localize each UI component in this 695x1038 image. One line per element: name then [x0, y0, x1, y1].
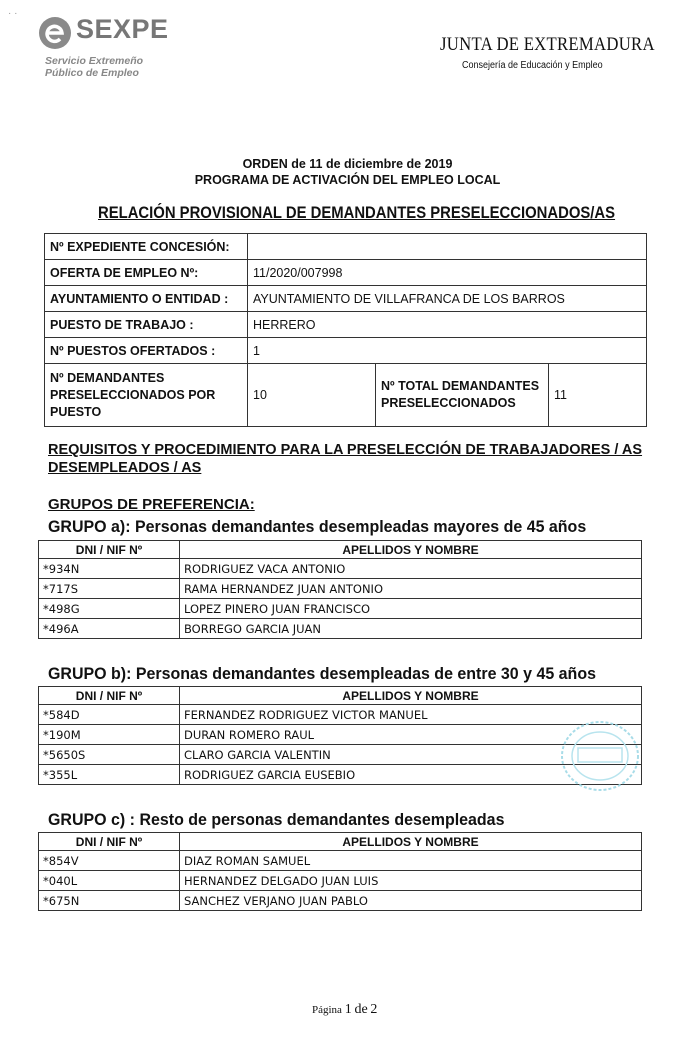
info-table: [44, 233, 647, 427]
name-cell: FERNANDEZ RODRIGUEZ VICTOR MANUEL: [180, 705, 642, 725]
dni-cell: *717S: [39, 579, 180, 599]
table-row: [39, 619, 642, 639]
current-page: 1: [344, 1002, 352, 1017]
preseleccionados-label: Nº DEMANDANTES PRESELECCIONADOS POR PUESTO: [45, 364, 248, 427]
group-b-title: GRUPO b): Personas demandantes desempleadas de entre 30 y 45 años: [48, 664, 596, 683]
dni-cell: *496A: [39, 619, 180, 639]
table-row: [39, 579, 642, 599]
consejeria: Consejería de Educación y Empleo: [462, 60, 603, 71]
sexpe-logo-icon: [38, 16, 72, 50]
programa-title: PROGRAMA DE ACTIVACIÓN DEL EMPLEO LOCAL: [194, 173, 501, 187]
logo-sub-line1: Servicio Extremeño: [45, 55, 144, 67]
group-c-title: GRUPO c) : Resto de personas demandantes desempleadas: [48, 810, 505, 829]
col-dni-header: DNI / NIF Nº: [39, 541, 180, 559]
ayuntamiento-label: AYUNTAMIENTO O ENTIDAD :: [45, 286, 248, 312]
grupos-heading: GRUPOS DE PREFERENCIA:: [48, 496, 255, 513]
group-a-title: GRUPO a): Personas demandantes desempleadas mayores de 45 años: [48, 517, 587, 536]
dni-cell: *040L: [39, 871, 180, 891]
table-row: [39, 599, 642, 619]
name-cell: RODRIGUEZ GARCIA EUSEBIO: [180, 765, 642, 785]
dni-cell: *934N: [39, 559, 180, 579]
dni-cell: *190M: [39, 725, 180, 745]
official-stamp-icon: [548, 718, 648, 800]
ayuntamiento-value: AYUNTAMIENTO DE VILLAFRANCA DE LOS BARROS: [248, 286, 647, 312]
dni-cell: *584D: [39, 705, 180, 725]
expediente-label: Nº EXPEDIENTE CONCESIÓN:: [45, 234, 248, 260]
page-number: [312, 1002, 377, 1018]
col-name-header: APELLIDOS Y NOMBRE: [180, 687, 642, 705]
name-cell: LOPEZ PINERO JUAN FRANCISCO: [180, 599, 642, 619]
oferta-label: OFERTA DE EMPLEO Nº:: [45, 260, 248, 286]
scan-speck: · ·: [8, 8, 18, 19]
table-row: [39, 871, 642, 891]
ofertados-value: 1: [248, 338, 647, 364]
dni-cell: *5650S: [39, 745, 180, 765]
ofertados-label: Nº PUESTOS OFERTADOS :: [45, 338, 248, 364]
puesto-label: PUESTO DE TRABAJO :: [45, 312, 248, 338]
de-label: de: [354, 1002, 368, 1017]
name-cell: DURAN ROMERO RAUL: [180, 725, 642, 745]
total-label: Nº TOTAL DEMANDANTES PRESELECCIONADOS: [376, 364, 549, 427]
dni-cell: *854V: [39, 851, 180, 871]
name-cell: HERNANDEZ DELGADO JUAN LUIS: [180, 871, 642, 891]
pagina-label: Página: [312, 1004, 342, 1016]
relacion-title: RELACIÓN PROVISIONAL DE DEMANDANTES PRESELECCIONADOS/AS: [98, 204, 616, 222]
col-dni-header: DNI / NIF Nº: [39, 833, 180, 851]
col-name-header: APELLIDOS Y NOMBRE: [180, 833, 642, 851]
name-cell: CLARO GARCIA VALENTIN: [180, 745, 642, 765]
table-row: [39, 851, 642, 871]
table-row: [39, 891, 642, 911]
table-row: [39, 559, 642, 579]
junta-title: JUNTA DE EXTREMADURA: [440, 34, 655, 55]
preseleccionados-value: 10: [248, 364, 376, 427]
oferta-value: 11/2020/007998: [248, 260, 647, 286]
total-value: 11: [549, 364, 647, 427]
puesto-value: HERRERO: [248, 312, 647, 338]
name-cell: DIAZ ROMAN SAMUEL: [180, 851, 642, 871]
logo-name: SEXPE: [76, 14, 169, 44]
dni-cell: *355L: [39, 765, 180, 785]
orden-title: ORDEN de 11 de diciembre de 2019: [242, 157, 453, 171]
expediente-value: [248, 234, 647, 260]
name-cell: SANCHEZ VERJANO JUAN PABLO: [180, 891, 642, 911]
name-cell: BORREGO GARCIA JUAN: [180, 619, 642, 639]
group-a-table: [38, 540, 642, 639]
name-cell: RAMA HERNANDEZ JUAN ANTONIO: [180, 579, 642, 599]
dni-cell: *498G: [39, 599, 180, 619]
requisitos-heading: REQUISITOS Y PROCEDIMIENTO PARA LA PRESELECCIÓN DE TRABAJADORES / AS DESEMPLEADOS / AS: [48, 442, 643, 476]
dni-cell: *675N: [39, 891, 180, 911]
total-pages: 2: [370, 1002, 378, 1017]
col-name-header: APELLIDOS Y NOMBRE: [180, 541, 642, 559]
col-dni-header: DNI / NIF Nº: [39, 687, 180, 705]
name-cell: RODRIGUEZ VACA ANTONIO: [180, 559, 642, 579]
group-c-table: [38, 832, 642, 911]
logo-sub-line2: Público de Empleo: [45, 67, 139, 79]
logo-subtitle: [45, 55, 143, 79]
